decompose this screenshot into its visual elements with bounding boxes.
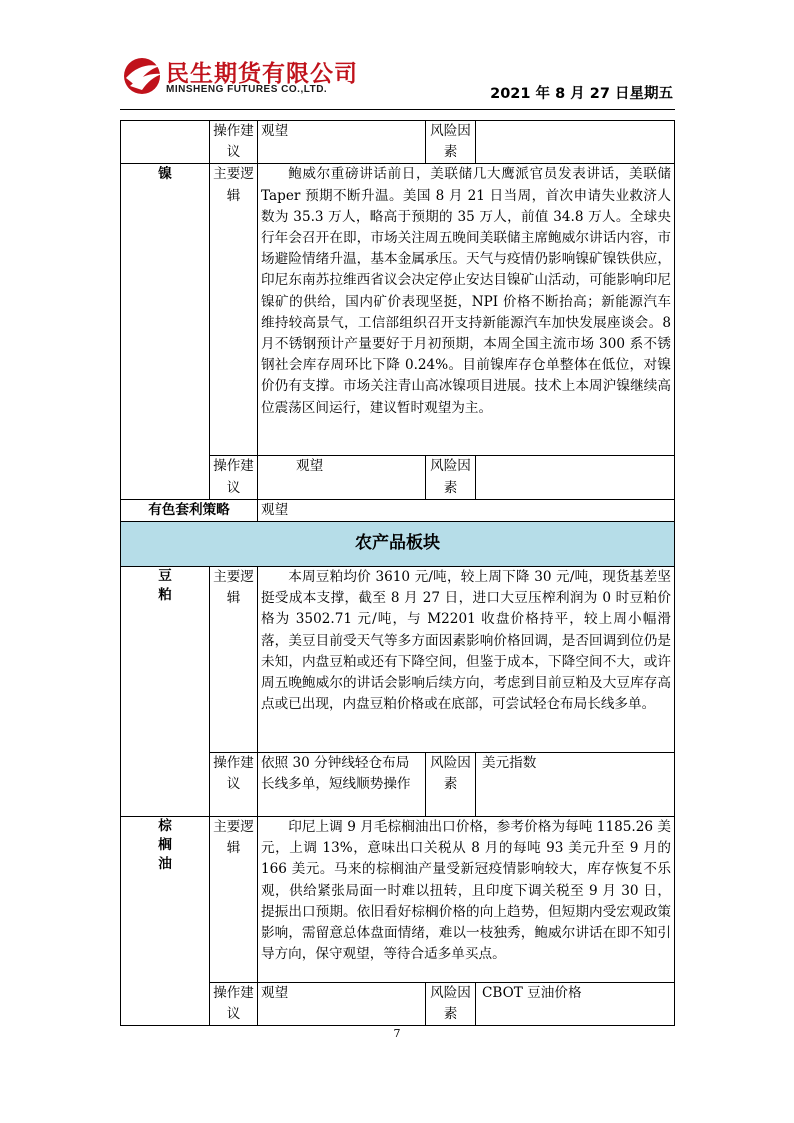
nickel-logic-cell xyxy=(258,164,675,456)
advice-label: 操作建议 xyxy=(210,456,258,499)
report-table xyxy=(120,120,675,1026)
nickel-risk-value xyxy=(476,456,675,499)
category-palm-oil xyxy=(121,817,210,1026)
advice-label: 操作建议 xyxy=(210,121,258,164)
risk-label: 风险因素 xyxy=(426,456,476,499)
advice-label: 操作建议 xyxy=(210,753,258,817)
category-soymeal-text: 豆粕 xyxy=(158,568,172,604)
table-row xyxy=(121,522,675,567)
company-logo xyxy=(120,52,400,102)
strategy-label: 有色套利策略 xyxy=(121,499,258,521)
header-divider xyxy=(120,109,675,110)
palm-risk-value: CBOT 豆油价格 xyxy=(476,983,675,1026)
soymeal-advice-value: 依照 30 分钟线轻仓布局长线多单，短线顺势操作 xyxy=(258,753,426,817)
soymeal-logic-text: 本周豆粕均价 3610 元/吨，较上周下降 30 元/吨，现货基差坚挺受成本支撑，截至 8 月 27 日，进口大豆压榨利润为 0 时豆粕价格为 3502.71 元/吨，与 M2201 收盘价格持平，较上周小幅滑落，美豆目前受天气等多方面因素影响价格回调，是否回调到位仍是未知，内盘豆粕或还有下降空间，但鉴于成本，下降空间不大，或许周五晚鲍威尔的讲话会影响后续方向，考虑到目前豆粕及大豆库存高点或已出现，内盘豆粕价格或在底部，可尝试轻仓布局长线多单。 xyxy=(261,569,671,713)
strategy-value: 观望 xyxy=(258,499,675,521)
category-nickel: 镍 xyxy=(121,164,210,499)
table-row xyxy=(121,121,675,164)
table-row xyxy=(121,499,675,521)
category-soymeal xyxy=(121,567,210,817)
company-name-cn: 民生期货有限公司 xyxy=(166,61,358,87)
table-row xyxy=(121,164,675,456)
category-cell-empty xyxy=(121,121,210,164)
risk-label: 风险因素 xyxy=(426,753,476,817)
soymeal-risk-value: 美元指数 xyxy=(476,753,675,817)
nickel-advice-value: 观望 xyxy=(258,456,426,499)
logic-label: 主要逻辑 xyxy=(210,164,258,456)
logic-label: 主要逻辑 xyxy=(210,817,258,983)
risk-label: 风险因素 xyxy=(426,983,476,1026)
category-palm-oil-text: 棕榈油 xyxy=(158,818,172,873)
palm-advice-value: 观望 xyxy=(258,983,426,1026)
company-name-en: MINSHENG FUTURES CO.,LTD. xyxy=(166,84,328,95)
soymeal-logic-cell xyxy=(258,567,675,753)
table-row xyxy=(121,567,675,753)
advice-label: 操作建议 xyxy=(210,983,258,1026)
table-row xyxy=(121,817,675,983)
palm-logic-cell xyxy=(258,817,675,983)
logo-emblem-icon xyxy=(120,52,164,96)
page-number: 7 xyxy=(393,1027,401,1040)
logic-label: 主要逻辑 xyxy=(210,567,258,753)
report-date: 2021 年 8 月 27 日星期五 xyxy=(490,86,673,102)
section-title: 农产品板块 xyxy=(121,522,675,567)
page-header xyxy=(120,52,675,114)
risk-value xyxy=(476,121,675,164)
palm-logic-text: 印尼上调 9 月毛棕榈油出口价格，参考价格为每吨 1185.26 美元，上调 13%，意味出口关税从 8 月的每吨 93 美元升至 9 月的 166 美元。马来的棕榈油产量受新冠疫情影响较大，库存恢复不乐观，供给紧张局面一时难以扭转，且印度下调关税至 9 月 30 日，提振出口预期。依旧看好棕榈价格的向上趋势，但短期内受宏观政策影响，需留意总体盘面情绪，难以一枝独秀，鲍威尔讲话在即不知引导方向，保守观望，等待合适多单买点。 xyxy=(261,819,671,963)
nickel-logic-text: 鲍威尔重磅讲话前日，美联储几大鹰派官员发表讲话，美联储 Taper 预期不断升温。美国 8 月 21 日当周，首次申请失业救济人数为 35.3 万人，略高于预期的 35 万人，前值 34.8 万人。全球央行年会召开在即，市场关注周五晚间美联储主席鲍威尔讲话内容，市场避险情绪升温，基本金属承压。天气与疫情仍影响镍矿镍铁供应，印尼东南苏拉维西省议会决定停止安达目镍矿山活动，可能影响印尼镍矿的供给，国内矿价表现坚挺，NPI 价格不断抬高；新能源汽车维持较高景气，工信部组织召开支持新能源汽车加快发展座谈会。8 月不锈钢预计产量要好于月初预期，本周全国主流市场 300 系不锈钢社会库存周环比下降 0.24%。目前镍库存仓单整体在低位，对镍价仍有支撑。市场关注青山高冰镍项目进展。技术上本周沪镍继续高位震荡区间运行，建议暂时观望为主。 xyxy=(261,166,671,416)
advice-value: 观望 xyxy=(258,121,426,164)
risk-label: 风险因素 xyxy=(426,121,476,164)
